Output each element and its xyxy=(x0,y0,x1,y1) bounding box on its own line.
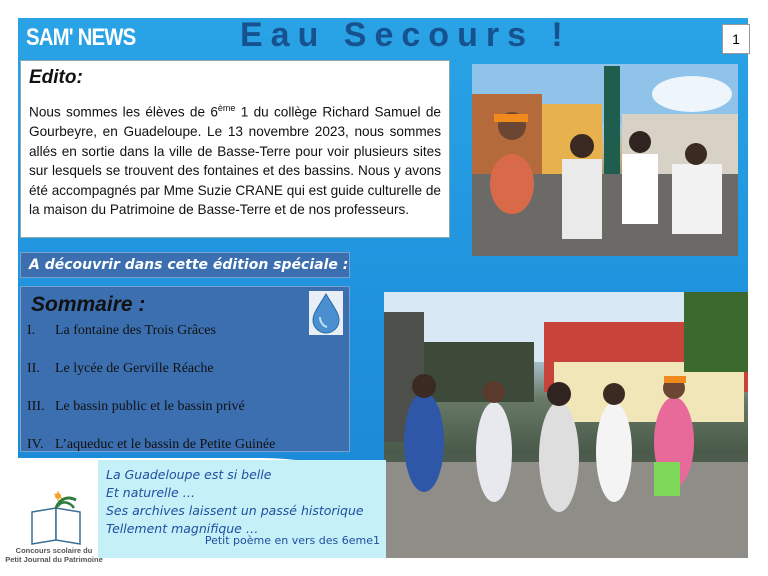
edito-box xyxy=(20,60,450,238)
toc-number: II. xyxy=(27,361,40,376)
poem-box xyxy=(98,460,386,558)
poem-line: Et naturelle … xyxy=(106,485,196,500)
edito-text: Nous sommes les élèves de 6ème 1 du collège Richard Samuel de Gourbeyre, en Guadeloupe. Le 13 novembre 2023, nous sommes allés en sortie dans la ville de Basse-Terre pour voir plusieurs sites sur lesquels se trouvent des fontaines et des bassins. Nous y avons été accompagnés par Mme Suzie CRANE qui est guide culturelle de la maison du Patrimoine de Basse-Terre et de nos professeurs. xyxy=(29,103,441,218)
toc-label: Le lycée de Gerville Réache xyxy=(55,361,214,376)
discover-banner: A découvrir dans cette édition spéciale : xyxy=(20,252,350,278)
toc-label: L’aqueduc et le bassin de Petite Guinée xyxy=(55,437,276,452)
photo-students-group xyxy=(384,292,748,558)
page-number: 1 xyxy=(722,24,750,54)
toc-item[interactable] xyxy=(27,399,343,437)
water-drop-icon xyxy=(309,291,343,335)
toc-label: La fontaine des Trois Grâces xyxy=(55,323,216,338)
sommaire-title: Sommaire : xyxy=(31,293,146,316)
headline: Eau Secours ! xyxy=(240,16,571,54)
toc-label: Le bassin public et le bassin privé xyxy=(55,399,245,414)
poem-caption: Petit poème en vers des 6eme1 xyxy=(204,534,380,547)
toc-item[interactable] xyxy=(27,323,343,361)
masthead: SAM' NEWS xyxy=(26,24,136,51)
photo-students-fountain xyxy=(472,64,738,256)
toc-number: III. xyxy=(27,399,45,414)
toc-number: IV. xyxy=(27,437,44,452)
photo-illustration-1 xyxy=(472,64,738,256)
poem-line: Tellement magnifique … xyxy=(106,521,259,536)
sommaire-box xyxy=(20,286,350,452)
logo-caption: Concours scolaire du Petit Journal du Patrimoine xyxy=(5,546,103,564)
poem-line: La Guadeloupe est si belle xyxy=(106,467,272,482)
toc-number: I. xyxy=(27,323,36,338)
photo-illustration-2 xyxy=(384,292,748,558)
toc-item[interactable] xyxy=(27,361,343,399)
book-palm-icon xyxy=(18,490,98,550)
poem-line: Ses archives laissent un passé historique xyxy=(106,503,364,518)
edito-title: Edito: xyxy=(29,67,83,88)
